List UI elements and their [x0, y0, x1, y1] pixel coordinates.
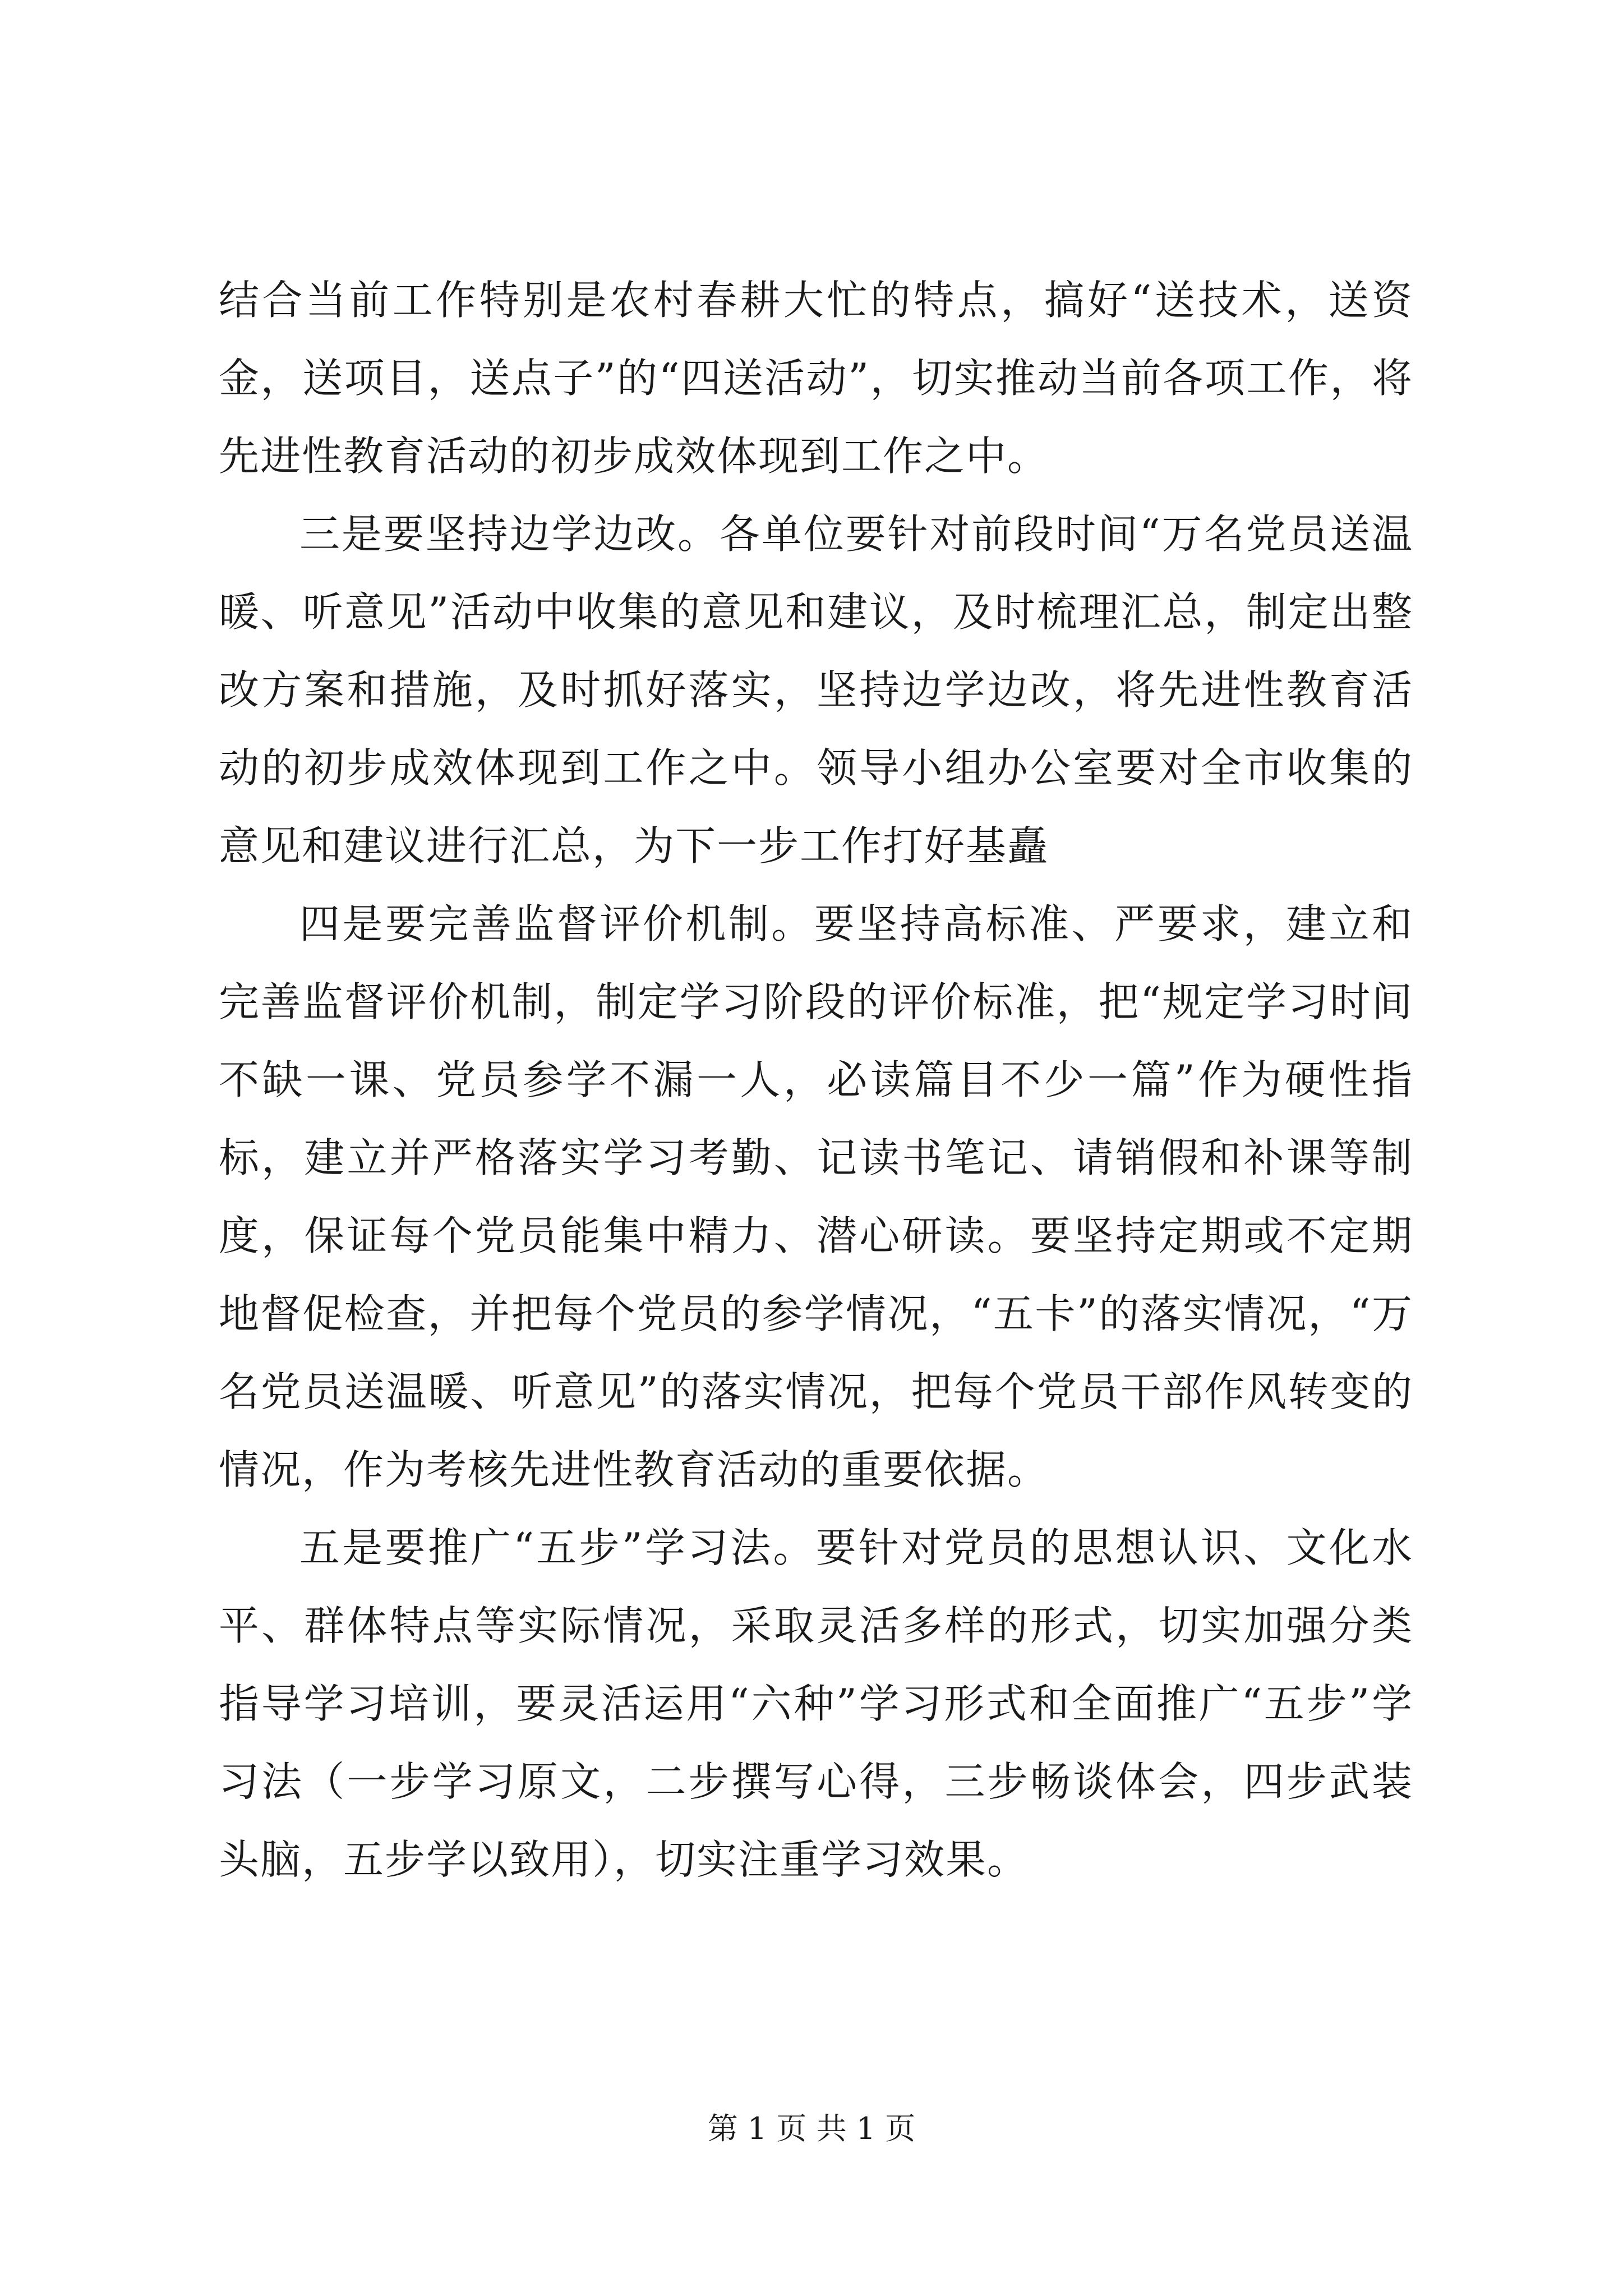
- document-body: [219, 261, 1413, 1899]
- paragraph-1: 结合当前工作特别是农村春耕大忙的特点，搞好“送技术，送资金，送项目，送点子”的“四送活动”，切实推动当前各项工作，将先进性教育活动的初步成效体现到工作之中。: [219, 277, 1413, 480]
- paragraph-3: 四是要完善监督评价机制。要坚持高标准、严要求，建立和完善监督评价机制，制定学习阶段的评价标准，把“规定学习时间不缺一课、党员参学不漏一人，必读篇目不少一篇”作为硬性指标，建立并严格落实学习考勤、记读书笔记、请销假和补课等制度，保证每个党员能集中精力、潜心研读。要坚持定期或不定期地督促检查，并把每个党员的参学情况，“五卡”的落实情况，“万名党员送温暖、听意见”的落实情况，把每个党员干部作风转变的情况，作为考核先进性教育活动的重要依据。: [219, 900, 1413, 1493]
- page-footer: 第 1 页 共 1 页: [707, 2111, 916, 2146]
- paragraph-4: 五是要推广“五步”学习法。要针对党员的思想认识、文化水平、群体特点等实际情况，采取灵活多样的形式，切实加强分类指导学习培训，要灵活运用“六种”学习形式和全面推广“五步”学习法（一步学习原文，二步撰写心得，三步畅谈体会，四步武装头脑，五步学以致用），切实注重学习效果。: [219, 1524, 1413, 1883]
- paragraph-2: 三是要坚持边学边改。各单位要针对前段时间“万名党员送温暖、听意见”活动中收集的意见和建议，及时梳理汇总，制定出整改方案和措施，及时抓好落实，坚持边学边改，将先进性教育活动的初步成效体现到工作之中。领导小组办公室要对全市收集的意见和建议进行汇总，为下一步工作打好基矗: [219, 510, 1413, 869]
